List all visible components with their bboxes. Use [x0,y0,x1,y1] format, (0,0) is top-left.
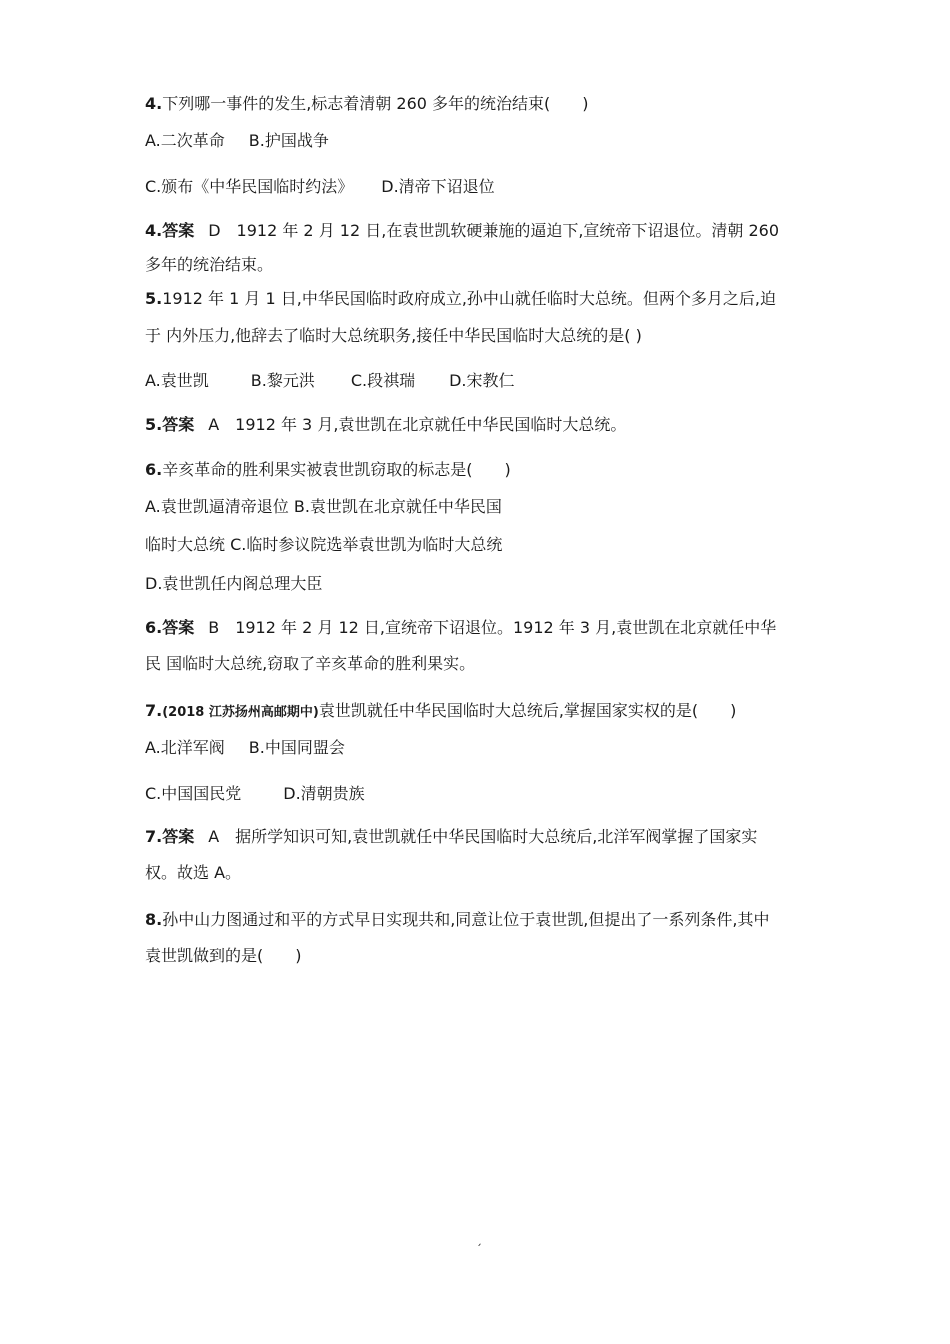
answer-4-line-1 [145,220,779,242]
options-text: 临时大总统 C.临时参议院选举袁世凯为临时大总统 [145,535,503,554]
question-text: 孙中山力图通过和平的方式早日实现共和,同意让位于袁世凯,但提出了一系列条件,其中 [162,910,770,929]
answer-label: 7.答案 [145,827,195,846]
answer-text: 民 国临时大总统,窃取了辛亥革命的胜利果实。 [145,654,476,673]
answer-text: A 1912 年 3 月,袁世凯在北京就任中华民国临时大总统。 [208,415,627,434]
question-5-options [145,370,515,392]
question-6-options-line-3 [145,573,322,595]
question-text: 辛亥革命的胜利果实被袁世凯窃取的标志是( ) [162,460,511,479]
option-b: B.中国同盟会 [248,738,345,757]
option-a: A.二次革命 [145,131,225,150]
answer-text: B 1912 年 2 月 12 日,宣统帝下诏退位。1912 年 3 月,袁世凯在北京就任中华 [208,618,777,637]
option-d: D.宋教仁 [449,371,515,390]
question-8-stem-line-2 [145,945,302,967]
answer-text: A 据所学知识可知,袁世凯就任中华民国临时大总统后,北洋军阀掌握了国家实 [208,827,758,846]
question-text: 袁世凯做到的是( ) [145,946,302,965]
option-c: C.段祺瑞 [350,371,416,390]
option-c: C.颁布《中华民国临时约法》 [145,177,354,196]
question-source: (2018 江苏扬州高邮期中) [162,705,319,720]
question-5-stem-line-2 [145,325,642,347]
options-text: D.袁世凯任内阁总理大臣 [145,574,323,593]
answer-label: 4.答案 [145,221,195,240]
answer-4-line-2 [145,254,273,276]
question-text: 1912 年 1 月 1 日,中华民国临时政府成立,孙中山就任临时大总统。但两个多月之后,迫 [162,289,776,308]
question-6-stem [145,459,511,481]
options-text: A.袁世凯逼清帝退位 B.袁世凯在北京就任中华民国 [145,497,502,516]
option-c: C.中国国民党 [145,784,242,803]
option-d: D.清帝下诏退位 [381,177,495,196]
question-number: 8. [145,910,163,929]
question-text: 于 内外压力,他辞去了临时大总统职务,接任中华民国临时大总统的是( ) [145,326,642,345]
answer-6-line-1 [145,617,776,639]
option-b: B.护国战争 [248,131,329,150]
option-a: A.袁世凯 [145,371,209,390]
question-6-options-line-1 [145,496,502,518]
answer-text: 权。故选 A。 [145,863,242,882]
option-a: A.北洋军阀 [145,738,225,757]
footer-mark: ˏ [476,1232,482,1246]
question-text: 下列哪一事件的发生,标志着清朝 260 多年的统治结束( ) [162,94,589,113]
answer-5-line-1 [145,414,626,436]
question-number: 6. [145,460,163,479]
question-text: 袁世凯就任中华民国临时大总统后,掌握国家实权的是( ) [318,701,737,720]
question-number: 4. [145,94,163,113]
question-4-options-row-1 [145,130,329,152]
question-7-stem [145,700,736,724]
option-b: B.黎元洪 [250,371,315,390]
question-5-stem-line-1 [145,288,776,310]
option-d: D.清朝贵族 [283,784,365,803]
question-number: 5. [145,289,163,308]
answer-7-line-2 [145,862,241,884]
answer-6-line-2 [145,653,475,675]
answer-text: 多年的统治结束。 [145,255,274,274]
answer-label: 5.答案 [145,415,195,434]
question-6-options-line-2 [145,534,502,556]
question-4-stem [145,93,589,115]
question-7-options-row-2 [145,783,365,805]
question-8-stem-line-1 [145,909,769,931]
question-4-options-row-2 [145,176,495,198]
question-number: 7. [145,701,163,720]
question-7-options-row-1 [145,737,345,759]
answer-label: 6.答案 [145,618,195,637]
answer-text: D 1912 年 2 月 12 日,在袁世凯软硬兼施的逼迫下,宣统帝下诏退位。清朝 260 [208,221,780,240]
answer-7-line-1 [145,826,757,848]
